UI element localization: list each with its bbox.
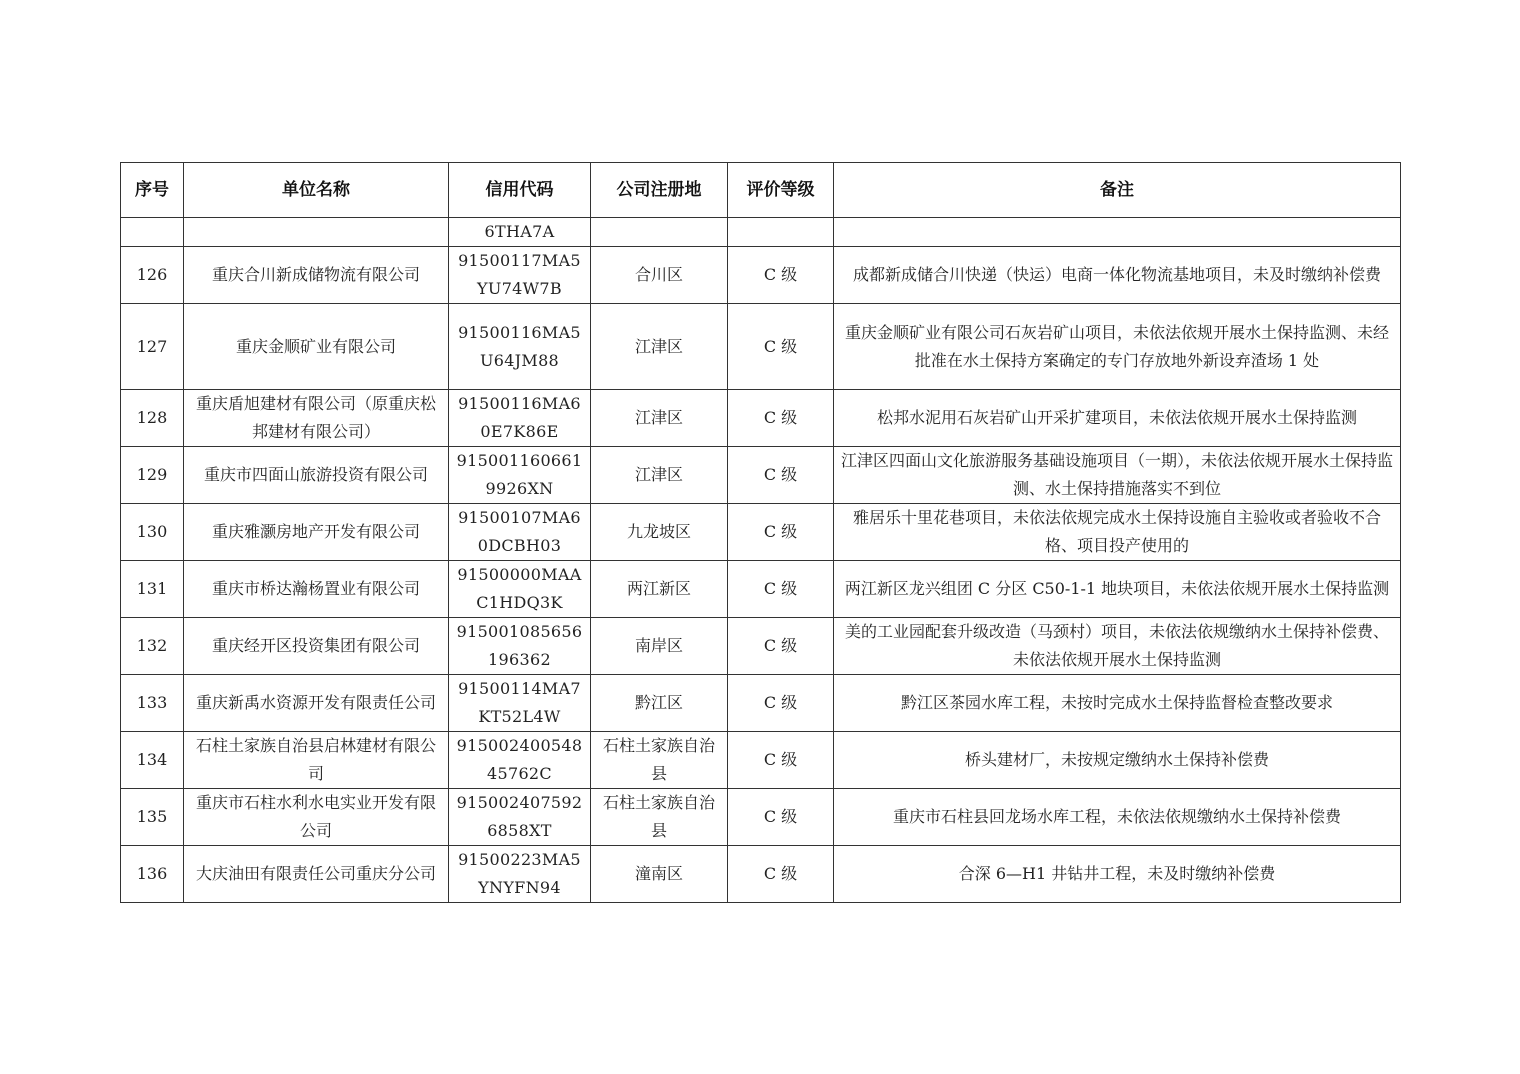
cell-region: 江津区 (591, 390, 728, 447)
cell-remark: 雅居乐十里花巷项目，未依法依规完成水土保持设施自主验收或者验收不合格、项目投产使用的 (834, 504, 1401, 561)
cell-grade: C 级 (728, 504, 834, 561)
table-row (121, 504, 1401, 561)
cell-code: 91500107MA60DCBH03 (449, 504, 591, 561)
cell-no: 132 (121, 618, 184, 675)
cell-no: 131 (121, 561, 184, 618)
table-row (121, 732, 1401, 789)
cell-name: 大庆油田有限责任公司重庆分公司 (184, 846, 449, 903)
cell-grade: C 级 (728, 789, 834, 846)
cell-code: 91500116MA60E7K86E (449, 390, 591, 447)
cell-remark: 黔江区茶园水库工程，未按时完成水土保持监督检查整改要求 (834, 675, 1401, 732)
table-header-row (121, 163, 1401, 218)
cell-grade: C 级 (728, 675, 834, 732)
cell-no: 128 (121, 390, 184, 447)
cell-remark (834, 218, 1401, 247)
cell-remark: 成都新成储合川快递（快运）电商一体化物流基地项目，未及时缴纳补偿费 (834, 247, 1401, 304)
table-row (121, 304, 1401, 390)
header-name: 单位名称 (184, 163, 449, 218)
cell-no: 127 (121, 304, 184, 390)
cell-name: 重庆盾旭建材有限公司（原重庆松邦建材有限公司） (184, 390, 449, 447)
cell-region: 南岸区 (591, 618, 728, 675)
cell-region: 黔江区 (591, 675, 728, 732)
cell-code: 91500116MA5U64JM88 (449, 304, 591, 390)
header-grade: 评价等级 (728, 163, 834, 218)
cell-grade: C 级 (728, 732, 834, 789)
cell-code: 91500117MA5YU74W7B (449, 247, 591, 304)
cell-name: 重庆雅灏房地产开发有限公司 (184, 504, 449, 561)
cell-region: 九龙坡区 (591, 504, 728, 561)
cell-grade: C 级 (728, 618, 834, 675)
cell-code: 91500223MA5YNYFN94 (449, 846, 591, 903)
table-row (121, 675, 1401, 732)
cell-no: 130 (121, 504, 184, 561)
cell-no (121, 218, 184, 247)
cell-region: 石柱土家族自治县 (591, 732, 728, 789)
cell-name: 重庆金顺矿业有限公司 (184, 304, 449, 390)
cell-grade: C 级 (728, 390, 834, 447)
cell-remark: 美的工业园配套升级改造（马颈村）项目，未依法依规缴纳水土保持补偿费、未依法依规开展水土保持监测 (834, 618, 1401, 675)
cell-region: 石柱土家族自治县 (591, 789, 728, 846)
table-row (121, 247, 1401, 304)
table-row (121, 789, 1401, 846)
cell-name: 重庆新禹水资源开发有限责任公司 (184, 675, 449, 732)
cell-name: 重庆市桥达瀚杨置业有限公司 (184, 561, 449, 618)
cell-region: 合川区 (591, 247, 728, 304)
cell-remark: 重庆金顺矿业有限公司石灰岩矿山项目，未依法依规开展水土保持监测、未经批准在水土保持方案确定的专门存放地外新设弃渣场 1 处 (834, 304, 1401, 390)
cell-grade: C 级 (728, 447, 834, 504)
cell-code: 915001160661 9926XN (449, 447, 591, 504)
cell-grade: C 级 (728, 247, 834, 304)
cell-grade: C 级 (728, 561, 834, 618)
cell-grade: C 级 (728, 846, 834, 903)
table-row (121, 561, 1401, 618)
cell-code: 915002400548 45762C (449, 732, 591, 789)
cell-remark: 江津区四面山文化旅游服务基础设施项目（一期），未依法依规开展水土保持监测、水土保持措施落实不到位 (834, 447, 1401, 504)
table-row-continuation (121, 218, 1401, 247)
header-region: 公司注册地 (591, 163, 728, 218)
header-no: 序号 (121, 163, 184, 218)
cell-name: 重庆合川新成储物流有限公司 (184, 247, 449, 304)
cell-no: 133 (121, 675, 184, 732)
cell-name: 重庆市石柱水利水电实业开发有限公司 (184, 789, 449, 846)
credit-evaluation-table (120, 162, 1401, 903)
cell-region (591, 218, 728, 247)
cell-remark: 合深 6—H1 井钻井工程，未及时缴纳补偿费 (834, 846, 1401, 903)
cell-code: 915002407592 6858XT (449, 789, 591, 846)
cell-region: 两江新区 (591, 561, 728, 618)
cell-no: 126 (121, 247, 184, 304)
cell-no: 135 (121, 789, 184, 846)
cell-name: 重庆市四面山旅游投资有限公司 (184, 447, 449, 504)
cell-region: 潼南区 (591, 846, 728, 903)
cell-remark: 两江新区龙兴组团 C 分区 C50-1-1 地块项目，未依法依规开展水土保持监测 (834, 561, 1401, 618)
header-remark: 备注 (834, 163, 1401, 218)
cell-region: 江津区 (591, 447, 728, 504)
cell-region: 江津区 (591, 304, 728, 390)
table-row (121, 390, 1401, 447)
cell-no: 136 (121, 846, 184, 903)
cell-remark: 桥头建材厂，未按规定缴纳水土保持补偿费 (834, 732, 1401, 789)
cell-grade (728, 218, 834, 247)
cell-remark: 重庆市石柱县回龙场水库工程，未依法依规缴纳水土保持补偿费 (834, 789, 1401, 846)
cell-no: 129 (121, 447, 184, 504)
cell-no: 134 (121, 732, 184, 789)
cell-code: 6THA7A (449, 218, 591, 247)
cell-code: 91500114MA7KT52L4W (449, 675, 591, 732)
cell-name: 石柱土家族自治县启林建材有限公司 (184, 732, 449, 789)
cell-code: 915001085656 196362 (449, 618, 591, 675)
cell-name (184, 218, 449, 247)
cell-code: 91500000MAAC1HDQ3K (449, 561, 591, 618)
table-row (121, 618, 1401, 675)
cell-name: 重庆经开区投资集团有限公司 (184, 618, 449, 675)
cell-remark: 松邦水泥用石灰岩矿山开采扩建项目，未依法依规开展水土保持监测 (834, 390, 1401, 447)
table-row (121, 846, 1401, 903)
header-code: 信用代码 (449, 163, 591, 218)
table-row (121, 447, 1401, 504)
cell-grade: C 级 (728, 304, 834, 390)
